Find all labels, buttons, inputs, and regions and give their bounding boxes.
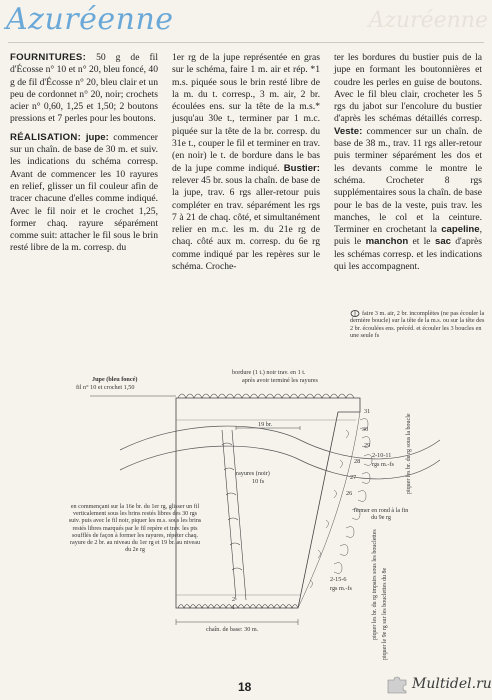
page-number: 18 xyxy=(238,680,252,694)
base-chain-stitches xyxy=(178,605,298,609)
jupe-text: commencer sur un chaîn. de base de 30 m. et suiv. les indications du schéma corresp. Avant de commencer les 10 rayures en relief, glisser un fil couleur afin de tracer chacune d'elles comme indiqué. Avec le fil noir et le crochet 1,25, former chaq. rayure séparément comme suit: attacher le fil sous le brin resté libre de la m. corresp. du xyxy=(10,131,158,254)
bordure-label: bordure (1 t.) noir trav. en 1 t. xyxy=(232,369,306,376)
rows-label: 2-10-11 xyxy=(372,452,392,459)
stripe-strip xyxy=(222,430,246,600)
row-number-30: 30 xyxy=(362,426,369,433)
supplies-text: 50 g de fil d'Écosse n° 10 et n° 20, bleu foncé, 40 g de fil d'Écosse n° 20, bleu clair et un peu de cordonnet n° 20, noir; crochets acier n° 0,60, 1,25 et 1,50; 2 boutons pressions et 7 perles pour les boutons. xyxy=(10,52,158,125)
rayures-label: rayures (noir) xyxy=(236,470,270,477)
diagonal-edge-stitches xyxy=(298,412,360,608)
small-number-2: 2 xyxy=(232,596,236,603)
row-number-31: 31 xyxy=(364,408,371,415)
rows-sub-label: rgs m.-fs xyxy=(372,461,394,468)
column-3-text-b: commencer sur un chaîn. de base de 38 m., trav. 11 rgs aller-retour puis terminer séparément les dos et les devants comme le montre le schéma. Crocheter 8 rgs supplémentaires sous la chaîn. de base pour le bas de la veste, puis trav. les manches, le col et la ceinture. Terminer en crochetant la xyxy=(334,125,482,236)
page-title: Azuréenne xyxy=(6,2,174,37)
top-border-stitches xyxy=(178,394,354,398)
manchon-keyword: manchon xyxy=(361,236,409,248)
rows2-label: 2-15-6 xyxy=(330,576,347,583)
rayures-sub-label: 10 fs xyxy=(252,478,265,485)
column-3-text-c: , puis le xyxy=(334,224,482,248)
small-number-1: 1 xyxy=(232,604,236,611)
realisation-heading: RÉALISATION: xyxy=(10,131,82,143)
row-number-26: 26 xyxy=(346,490,353,497)
wave-guides xyxy=(120,426,440,479)
jupe-sub-label: fil n° 10 et crochet 1,50 xyxy=(76,384,135,391)
legend-text: faire 3 m. air, 2 br. incomplètes (ne pas écouler la dernière boucle) sur la tête de la m.s. ou sur la tête des 2 br. écoulées ens. précéd. et écouler les 3 boucles en une seule fs xyxy=(350,310,485,340)
stitch-count-label: 19 br. xyxy=(258,421,273,428)
bordure-sub-label: après avoir terminé les rayures xyxy=(242,377,318,384)
column-2-text-b: relever 45 br. sous la chaîn. de base de la jupe, trav. 6 rgs aller-retour puis compléter en trav. séparément les rgs 7 à 21 de chaq. côté, et simultanément relier en m.c. les m. du 21e rg de chaq. côté aux m. corresp. du 6e rg comme indiqué par les repères sur le schéma. Croche- xyxy=(172,174,320,273)
column-3-text-a: ter les bordures du bustier puis de la jupe en formant les boutonnières et coudre les perles en guise de boutons. Avec le fil bleu clair, crocheter les 5 rgs du jabot sur l'encolure du bustier d'après les schémas détaillés corresp. xyxy=(334,52,482,125)
rotated-note-1: piquer les br. du rg sous la boucle xyxy=(406,413,412,494)
column-3-text-d: et le xyxy=(408,236,431,248)
base-chain-label: chaîn. de base: 30 m. xyxy=(206,626,259,633)
veste-keyword: Veste: xyxy=(334,125,363,137)
fermer-label: fermer en rond à la fin du 9e rg xyxy=(353,508,409,522)
jupe-keyword: jupe: xyxy=(81,131,109,143)
sac-keyword: sac xyxy=(430,236,451,248)
row-number-27: 27 xyxy=(350,474,357,481)
puzzle-piece-icon xyxy=(386,676,408,694)
skirt-instructions: en commençant sur la 16e br. du 1er rg, glisser un fil verticalement sous les brins restés libres des 30 rgs suiv. puis avec le fil noir, piquer les m.s. sous les brins restés libres marqués par le fil repère et trav. les pts soufflés de façon à former les rayures, répéter chaq. rayure de 2 br. au niveau du 1er rg et 19 br. au niveau du 2e rg xyxy=(68,504,202,554)
row-number-28: 28 xyxy=(354,458,361,465)
row-number-29: 29 xyxy=(364,442,371,449)
supplies-heading: FOURNITURES: xyxy=(10,52,87,63)
row-lines xyxy=(176,420,356,595)
rotated-note-3: piquer le 9e rg sur les bouclettes du 8e xyxy=(382,567,388,660)
capeline-keyword: capeline xyxy=(436,224,480,236)
jupe-label: Jupe (bleu foncé) xyxy=(92,376,138,383)
rotated-note-2: piquer les br. du rg impairs sous les bouclettes xyxy=(372,529,378,640)
column-3-text-e: d'après les schémas corresp. et les indications qui les accompagnent. xyxy=(334,236,482,273)
watermark: Multidel.ru xyxy=(412,676,492,692)
ghost-title: Azuréenne xyxy=(368,8,488,33)
column-2-text-a: 1er rg de la jupe représentée en gras sur le schéma, faire 1 m. air et rép. *1 m.s. piquée sous le brin resté libre de la m. du t. corresp., 3 m. air, 2 br. écoulées ens. sur la tête de la m.s.* jusqu'au 30e t., terminer par 1 m.c. piquée sur la tête de la br. corresp. du 31e t., couper le fil et terminer en trav. (en noir) le t. de bordure dans le bas de la jupe comme indiqué. xyxy=(172,52,320,174)
bustier-keyword: Bustier: xyxy=(279,162,320,174)
rows2-sub-label: rgs m.-fs xyxy=(330,585,352,592)
